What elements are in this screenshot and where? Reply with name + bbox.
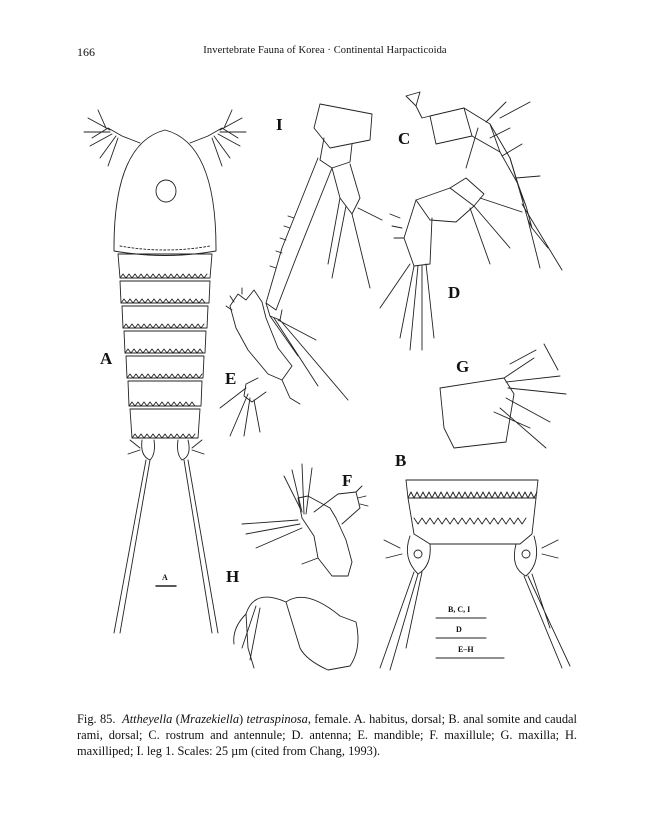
subgenus-close: ) (239, 712, 244, 726)
mandible-drawing (220, 288, 300, 436)
maxilliped-drawing (234, 597, 358, 670)
panel-label-e: E (225, 369, 237, 388)
panel-label-a: A (100, 349, 113, 368)
subgenus-open: ( (175, 712, 180, 726)
panel-label-b: B (395, 451, 407, 470)
panel-label-f: F (342, 471, 353, 490)
panel-label-i: I (276, 115, 283, 134)
panel-label-c: C (398, 129, 411, 148)
figure-number: Fig. 85. (77, 712, 116, 726)
panel-label-h: H (226, 567, 240, 586)
genus-name: Attheyella (122, 712, 173, 726)
running-title: Invertebrate Fauna of Korea · Continental Harpacticoida (203, 45, 447, 56)
habitus-drawing (84, 110, 246, 633)
scale-label-a: A (162, 573, 168, 582)
panel-label-g: G (456, 357, 470, 376)
panel-label-d: D (448, 283, 461, 302)
page-number: 166 (77, 45, 95, 59)
figure-drawing (70, 88, 580, 688)
caption-text: , female. A. habitus, dorsal; B. anal somite and caudal rami, dorsal; C. rostrum and antennule; D. antenna; E. mandible; F. maxillule; G. maxilla; H. maxilliped; I. leg 1. Scales: 25 µm (cited from Chang, 1993). (77, 712, 577, 758)
figure-plate (70, 88, 580, 688)
anal-somite-drawing (380, 480, 570, 670)
species-name: tetraspinosa (246, 712, 308, 726)
figure-caption (77, 711, 577, 759)
subgenus-name: Mrazekiella (179, 712, 240, 726)
antenna-drawing (380, 178, 522, 350)
scale-label-eh: E–H (458, 645, 474, 654)
scale-label-bci: B, C, I (448, 605, 471, 614)
scale-label-d: D (456, 625, 462, 634)
antennule-drawing (406, 92, 562, 270)
